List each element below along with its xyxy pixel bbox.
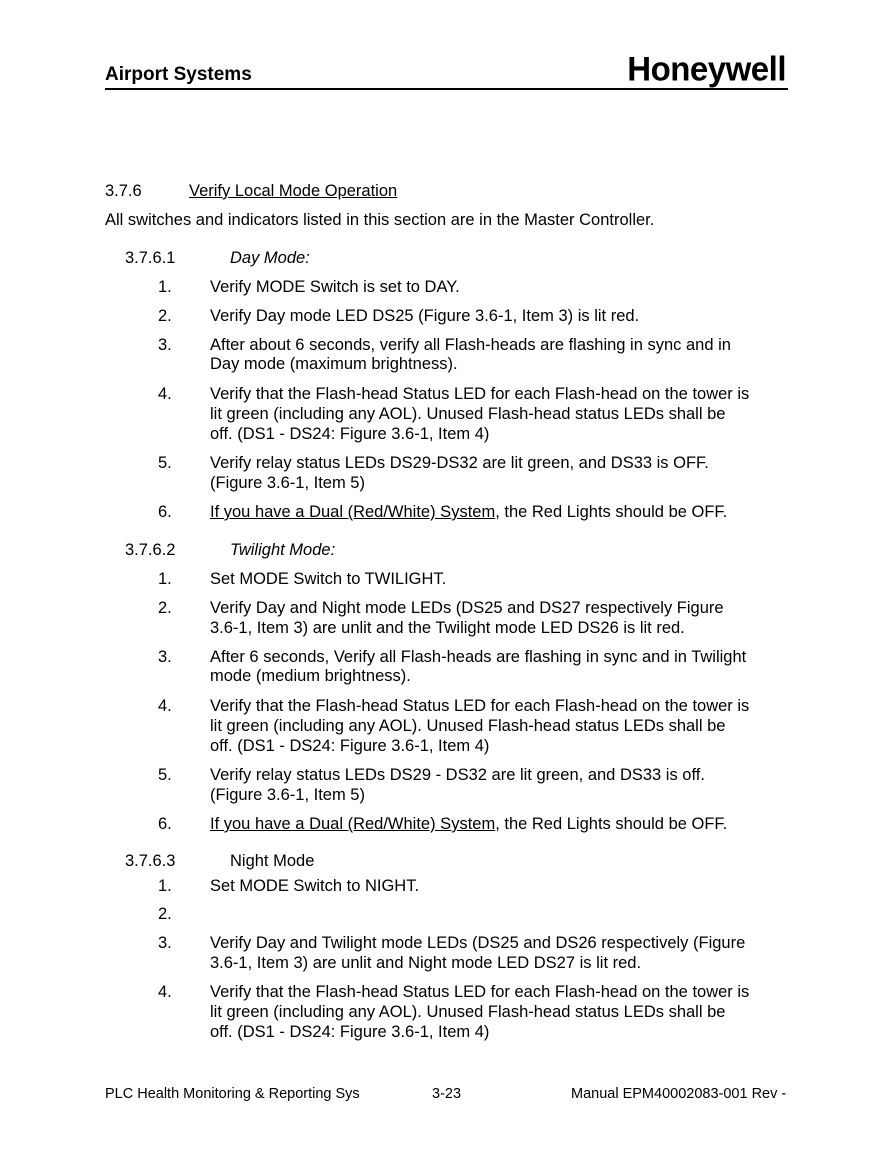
item-number: 4. bbox=[158, 697, 172, 715]
item-text: Set MODE Switch to NIGHT. bbox=[210, 877, 420, 895]
item-number: 6. bbox=[158, 815, 172, 833]
item-text: Verify relay status LEDs DS29 - DS32 are lit green, and DS33 is off. bbox=[210, 766, 705, 784]
item-number: 1. bbox=[158, 570, 172, 588]
subsection-title: Twilight Mode: bbox=[230, 541, 336, 559]
item-text: 3.6-1, Item 3) are unlit and the Twilight mode LED DS26 is lit red. bbox=[210, 619, 685, 637]
item-text: 3.6-1, Item 3) are unlit and Night mode LED DS27 is lit red. bbox=[210, 954, 642, 972]
footer-left: PLC Health Monitoring & Reporting Sys bbox=[105, 1086, 360, 1102]
item-number: 4. bbox=[158, 983, 172, 1001]
item-text: lit green (including any AOL). Unused Flash-head status LEDs shall be bbox=[210, 1003, 726, 1021]
dual-system-link-text: If you have a Dual (Red/White) System bbox=[210, 815, 496, 833]
item-text: Day mode (maximum brightness). bbox=[210, 355, 458, 373]
item-text: Verify that the Flash-head Status LED for each Flash-head on the tower is bbox=[210, 983, 750, 1001]
item-text: (Figure 3.6-1, Item 5) bbox=[210, 786, 365, 804]
item-text: Set MODE Switch to TWILIGHT. bbox=[210, 570, 447, 588]
item-number: 2. bbox=[158, 905, 172, 923]
item-text: Verify that the Flash-head Status LED for each Flash-head on the tower is bbox=[210, 385, 750, 403]
item-text: off. (DS1 - DS24: Figure 3.6-1, Item 4) bbox=[210, 1023, 490, 1041]
subsection-title: Night Mode bbox=[230, 852, 315, 870]
item-number: 1. bbox=[158, 278, 172, 296]
item-text: Verify relay status LEDs DS29-DS32 are lit green, and DS33 is OFF. bbox=[210, 454, 709, 472]
item-text: Verify Day and Twilight mode LEDs (DS25 and DS26 respectively (Figure bbox=[210, 934, 746, 952]
header-title: Airport Systems bbox=[105, 64, 252, 85]
item-text: mode (medium brightness). bbox=[210, 667, 411, 685]
page-header bbox=[105, 48, 788, 90]
item-number: 1. bbox=[158, 877, 172, 895]
item-text-rest: , the Red Lights should be OFF. bbox=[495, 815, 728, 833]
section-number: 3.7.6 bbox=[105, 182, 142, 200]
item-number: 6. bbox=[158, 503, 172, 521]
item-text: Verify Day mode LED DS25 (Figure 3.6-1, Item 3) is lit red. bbox=[210, 307, 640, 325]
item-text bbox=[210, 502, 727, 522]
item-text bbox=[210, 814, 727, 834]
item-text: lit green (including any AOL). Unused Flash-head status LEDs shall be bbox=[210, 405, 726, 423]
honeywell-logo: Honeywell bbox=[627, 49, 786, 88]
item-number: 2. bbox=[158, 307, 172, 325]
item-text: (Figure 3.6-1, Item 5) bbox=[210, 474, 365, 492]
item-text: Verify that the Flash-head Status LED for each Flash-head on the tower is bbox=[210, 697, 750, 715]
item-text: lit green (including any AOL). Unused Flash-head status LEDs shall be bbox=[210, 717, 726, 735]
section-intro: All switches and indicators listed in this section are in the Master Controller. bbox=[105, 211, 655, 229]
item-text: Verify Day and Night mode LEDs (DS25 and DS27 respectively Figure bbox=[210, 599, 724, 617]
item-text: off. (DS1 - DS24: Figure 3.6-1, Item 4) bbox=[210, 425, 490, 443]
subsection-number: 3.7.6.3 bbox=[125, 852, 176, 870]
item-text: Verify MODE Switch is set to DAY. bbox=[210, 278, 460, 296]
footer-right: Manual EPM40002083-001 Rev - bbox=[571, 1086, 787, 1102]
subsection-number: 3.7.6.1 bbox=[125, 249, 176, 267]
subsection-number: 3.7.6.2 bbox=[125, 541, 176, 559]
item-number: 5. bbox=[158, 766, 172, 784]
item-number: 3. bbox=[158, 336, 172, 354]
section-title: Verify Local Mode Operation bbox=[189, 182, 398, 200]
subsection-title: Day Mode: bbox=[230, 249, 310, 267]
item-number: 4. bbox=[158, 385, 172, 403]
item-number: 2. bbox=[158, 599, 172, 617]
dual-system-link-text: If you have a Dual (Red/White) System bbox=[210, 503, 496, 521]
item-number: 5. bbox=[158, 454, 172, 472]
item-number: 3. bbox=[158, 934, 172, 952]
item-text-rest: , the Red Lights should be OFF. bbox=[495, 503, 728, 521]
item-number: 3. bbox=[158, 648, 172, 666]
item-text: After 6 seconds, Verify all Flash-heads are flashing in sync and in Twilight bbox=[210, 648, 747, 666]
item-text: After about 6 seconds, verify all Flash-heads are flashing in sync and in bbox=[210, 336, 731, 354]
item-text: off. (DS1 - DS24: Figure 3.6-1, Item 4) bbox=[210, 737, 490, 755]
footer-page-number: 3-23 bbox=[432, 1086, 462, 1102]
